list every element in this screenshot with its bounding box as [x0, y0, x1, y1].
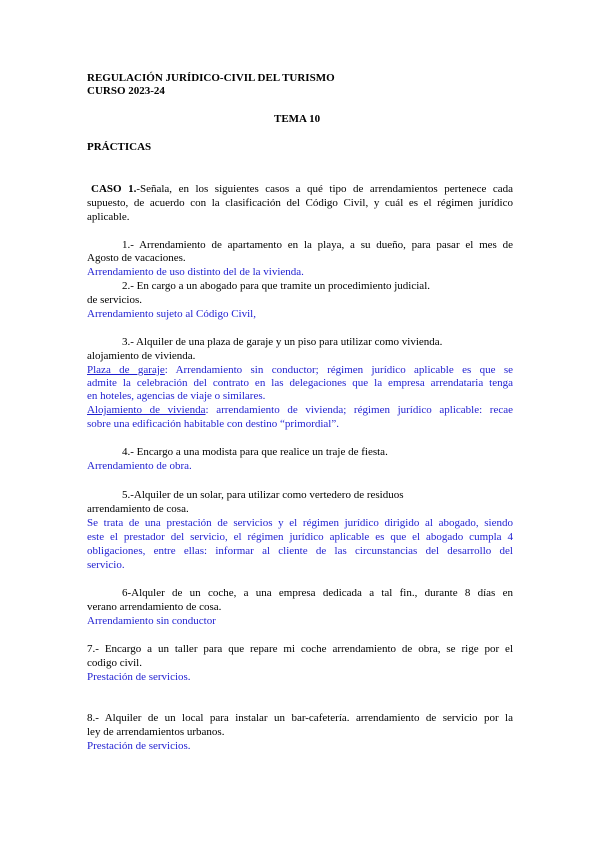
item7-answer: Prestación de servicios.: [87, 671, 191, 683]
item2-question-line2: de servicios.: [87, 294, 142, 306]
housing-label: Alojamiento de vivienda: [87, 404, 206, 416]
case1-intro-text1: -Señala, en los siguientes casos a qué tipo de arrendamientos pertenece cada: [136, 183, 514, 195]
item5-question-line1: 5.-Alquiler de un solar, para utilizar como vertedero de residuos: [122, 489, 404, 501]
item4-question: 4.- Encargo a una modista para que realice un traje de fiesta.: [122, 446, 388, 458]
item3-answer1-line3: en hoteles, agencias de viaje o similares.: [87, 390, 266, 402]
item3-answer2-text1: : arrendamiento de vivienda; régimen jurídico aplicable: recae: [205, 404, 513, 416]
item7-question-line2: codigo civil.: [87, 657, 142, 669]
item8-question-line1: 8.- Alquiler de un local para instalar un bar-cafetería. arrendamiento de servicio por la: [87, 712, 513, 724]
item8-answer: Prestación de servicios.: [87, 740, 191, 752]
garage-label: Plaza de garaje: [87, 364, 165, 376]
item4-answer: Arrendamiento de obra.: [87, 460, 192, 472]
item3-question-line1: 3.- Alquiler de una plaza de garaje y un piso para utilizar como vivienda.: [122, 336, 443, 348]
item5-answer-line1: Se trata de una prestación de servicios y el régimen jurídico dirigido al abogado, siendo: [87, 517, 513, 529]
course-year: CURSO 2023-24: [87, 85, 165, 97]
item3-question-line2: alojamiento de vivienda.: [87, 350, 196, 362]
item2-answer: Arrendamiento sujeto al Código Civil,: [87, 308, 256, 320]
case1-label: CASO 1.: [91, 183, 137, 195]
topic-heading: TEMA 10: [274, 113, 321, 125]
item3-answer1-line1: [87, 364, 513, 377]
case1-intro-line2: supuesto, de acuerdo con la clasificación del Código Civil, y cuál es el régimen jurídico: [87, 197, 513, 209]
item1-question-line1: 1.- Arrendamiento de apartamento en la playa, a su dueño, para pasar el mes de: [122, 239, 513, 251]
item6-answer: Arrendamiento sin conductor: [87, 615, 216, 627]
item6-question-line2: verano arrendamiento de cosa.: [87, 601, 222, 613]
item3-answer2-line1: [87, 404, 513, 417]
case1-intro-line1: [87, 183, 513, 196]
item1-answer: Arrendamiento de uso distinto del de la vivienda.: [87, 266, 304, 278]
item5-answer-line2: este el prestador del servicio, el régimen jurídico aplicable es que el abogado cumpla 4: [87, 531, 513, 543]
item5-answer-line4: servicio.: [87, 559, 125, 571]
case1-intro-line3: aplicable.: [87, 211, 130, 223]
item6-question-line1: 6-Alquler de un coche, a una empresa dedicada a tal fin., durante 8 días en: [122, 587, 513, 599]
item3-answer1-text1: : Arrendamiento sin conductor; régimen jurídico aplicable es que se: [164, 364, 513, 376]
item3-answer2-line2: sobre una edificación habitable con destino “primordial”.: [87, 418, 339, 430]
item3-answer1-line2: admite la celebración del contrato en las delegaciones que la empresa arrendataria tenga: [87, 377, 513, 389]
item1-question-line2: Agosto de vacaciones.: [87, 252, 186, 264]
item5-answer-line3: obligaciones, entre ellas: informar al cliente de las circunstancias del desarrollo del: [87, 545, 513, 557]
item5-question-line2: arrendamiento de cosa.: [87, 503, 189, 515]
item2-question-line1: 2.- En cargo a un abogado para que tramite un procedimiento judicial.: [122, 280, 430, 292]
course-title: REGULACIÓN JURÍDICO-CIVIL DEL TURISMO: [87, 72, 335, 84]
item7-question-line1: 7.- Encargo a un taller para que repare mi coche arrendamiento de obra, se rige por el: [87, 643, 513, 655]
section-heading: PRÁCTICAS: [87, 141, 152, 153]
item8-question-line2: ley de arrendamientos urbanos.: [87, 726, 225, 738]
